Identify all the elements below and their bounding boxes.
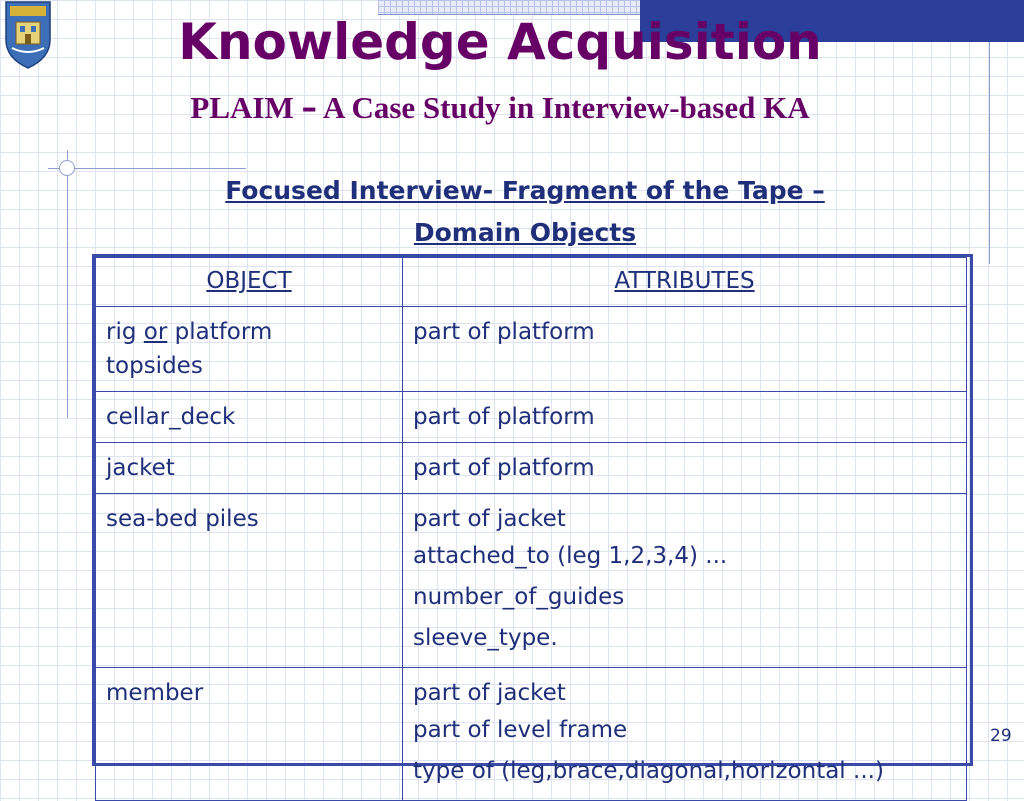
subtitle-rest: A Case Study in Interview-based KA — [316, 90, 810, 125]
subtitle-prefix: PLAIM — [190, 90, 302, 125]
object-cell: cellar_deck — [96, 392, 403, 443]
attribute-item: part of platform — [413, 404, 595, 430]
attributes-cell — [403, 392, 967, 443]
table-frame-right — [970, 254, 973, 766]
domain-objects-table — [95, 257, 967, 801]
attributes-cell — [403, 494, 967, 668]
attributes-cell — [403, 668, 967, 801]
slide-title: Knowledge Acquisition — [178, 13, 822, 71]
subtitle-dash: – — [301, 90, 317, 126]
decorative-circle — [59, 160, 75, 176]
table-row — [96, 307, 967, 392]
object-keyword-or: or — [143, 319, 168, 345]
object-cell: rig or platform topsides — [96, 307, 403, 392]
attribute-item: type of (leg,brace,diagonal,horizontal ...) — [413, 758, 884, 784]
table-row — [96, 392, 967, 443]
table-row — [96, 494, 967, 668]
heading-line-2: Domain Objects — [413, 218, 637, 247]
attribute-item: part of platform — [413, 319, 595, 345]
section-heading — [100, 170, 950, 254]
attribute-item: part of platform — [413, 455, 595, 481]
attribute-item: sleeve_type. — [413, 625, 558, 651]
attribute-item: part of jacket — [413, 680, 566, 706]
attributes-cell — [403, 443, 967, 494]
decorative-line-horizontal — [48, 168, 246, 169]
attribute-item: part of jacket — [413, 506, 566, 532]
decorative-line-vertical — [67, 150, 68, 418]
heading-line-1: Focused Interview- Fragment of the Tape – — [225, 176, 825, 205]
slide-subtitle — [0, 90, 1000, 126]
object-cell: sea-bed piles — [96, 494, 403, 668]
attribute-item: part of level frame — [413, 717, 628, 743]
table-row — [96, 668, 967, 801]
column-header-object: OBJECT — [96, 258, 403, 307]
header-pattern-strip — [378, 0, 640, 14]
domain-objects-table-frame — [92, 254, 976, 784]
attribute-item: attached_to (leg 1,2,3,4) ... — [413, 543, 728, 569]
attribute-item: number_of_guides — [413, 584, 625, 610]
table-row — [96, 443, 967, 494]
object-cell: member — [96, 668, 403, 801]
column-header-attributes: ATTRIBUTES — [403, 258, 967, 307]
object-cell: jacket — [96, 443, 403, 494]
page-number: 29 — [990, 726, 1012, 746]
decorative-line-right — [989, 42, 990, 264]
table-header-row — [96, 258, 967, 307]
attributes-cell — [403, 307, 967, 392]
